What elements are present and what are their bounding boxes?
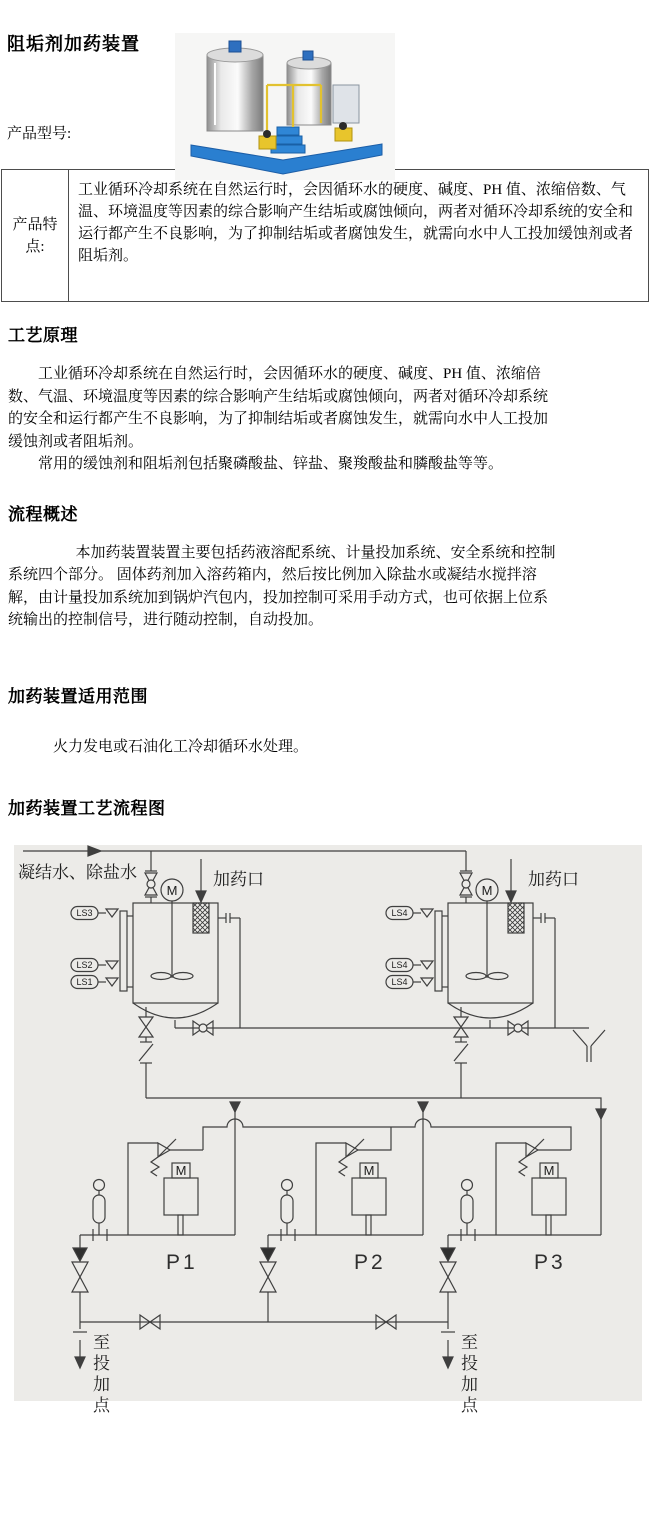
motor-label: M (481, 883, 493, 898)
control-cabinet (333, 85, 359, 123)
right-agitator-motor (303, 51, 313, 60)
level-switch-label: LS4 (391, 908, 408, 918)
process-flow-diagram (0, 845, 650, 1417)
motor-label: M (175, 1163, 187, 1178)
table-row (2, 170, 649, 302)
dosing-port-label: 加药口 (213, 870, 264, 889)
product-photo (175, 33, 395, 180)
page-title: 阻垢剂加药装置 (7, 34, 140, 54)
section-heading-principle: 工艺原理 (8, 326, 78, 345)
dosing-port-label: 加药口 (528, 870, 579, 889)
principle-paragraph-1: 工业循环冷却系统在自然运行时，会因循环水的硬度、碱度、PH 值、浓缩倍数、气温、环境温度等因素的综合影响产生结垢或腐蚀倾向，两者对循环冷却系统的安全和运行都产生不良影响，为了抑制结垢或者腐蚀发生，就需向水中人工投加缓蚀剂或者阻垢剂。 (8, 366, 549, 450)
pump-label: P3 (534, 1251, 566, 1274)
motor-label: M (363, 1163, 375, 1178)
pump-label: P1 (166, 1251, 198, 1274)
level-switch-label: LS1 (76, 977, 93, 987)
pump-label: P2 (354, 1251, 386, 1274)
motor-label: M (543, 1163, 555, 1178)
left-agitator-motor (229, 41, 241, 52)
section-heading-flowchart: 加药装置工艺流程图 (8, 799, 166, 818)
product-page (0, 30, 650, 1530)
left-tank (207, 41, 263, 131)
diagram-background (14, 845, 642, 1401)
outlet-label-left: 至投加点 (90, 1333, 109, 1417)
product-model-label: 产品型号: (7, 126, 72, 142)
dosing-port-strainer (508, 903, 524, 933)
features-table (1, 169, 649, 302)
process-paragraph: 本加药装置装置主要包括药液溶配系统、计量投加系统、安全系统和控制系统四个部分。 固体药剂加入溶药箱内，然后按比例加入除盐水或凝结水搅拌溶解，由计量投加系统加到锅炉汽包内，投加控制可采用手动方式，也可依据上位系统输出的控制信号，进行随动控制，自动投加。 (8, 544, 556, 628)
outlet-label-right: 至投加点 (458, 1333, 477, 1417)
level-switch-label: LS4 (391, 960, 408, 970)
feed-water-label: 凝结水、除盐水 (18, 863, 137, 882)
level-switch-label: LS2 (76, 960, 93, 970)
level-switch-label: LS4 (391, 977, 408, 987)
product-photo-illustration (175, 33, 395, 180)
section-heading-scope: 加药装置适用范围 (8, 686, 148, 706)
section-heading-process: 流程概述 (8, 504, 78, 524)
features-content-cell: 工业循环冷却系统在自然运行时，会因循环水的硬度、碱度、PH 值、浓缩倍数、气温、环境温度等因素的综合影响产生结垢或腐蚀倾向，两者对循环冷却系统的安全和运行都产生不良影响，为了抑制结垢或者腐蚀发生，就需向水中人工投加缓蚀剂或者阻垢剂。 (69, 170, 649, 302)
level-switch-label: LS3 (76, 908, 93, 918)
principle-paragraph-2: 常用的缓蚀剂和阻垢剂包括聚磷酸盐、锌盐、聚羧酸盐和膦酸盐等等。 (38, 456, 504, 472)
scope-paragraph: 火力发电或石油化工冷却循环水处理。 (53, 738, 309, 755)
flow-diagram-svg (0, 845, 650, 1401)
features-label-cell: 产品特点: (2, 170, 69, 302)
motor-label: M (166, 883, 178, 898)
dosing-port-strainer (193, 903, 209, 933)
